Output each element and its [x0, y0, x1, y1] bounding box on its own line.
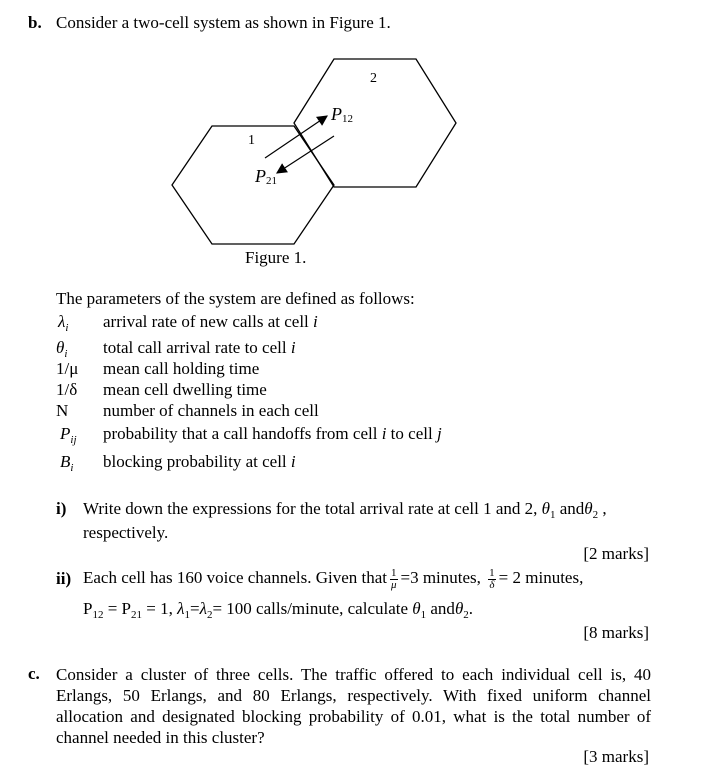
- p21-sub: 21: [266, 175, 277, 187]
- question-c-text: Consider a cluster of three cells. The traffic offered to each individual cell is, 40 Erlangs, 50 Erlangs, and 80 Erlangs, respectively. With fixed uniform channel allocation and designated blocking probability of 0.01, what is the total number of channel needed in this cluster?: [56, 665, 651, 747]
- question-c-marks: [3 marks]: [583, 747, 649, 766]
- part-ii-line1: Each cell has 160 voice channels. Given that $\frac{1}{\mu}$ =3 minutes, $\frac{1}{\delta}$ = 2 minutes,: [83, 566, 584, 591]
- p21-main: P: [255, 166, 266, 186]
- two-cell-figure: [0, 0, 703, 300]
- param-desc: probability that a call handoffs from cell i to cell j: [103, 424, 442, 443]
- part-ii-marks: [8 marks]: [583, 623, 649, 642]
- part-i-text-cont: respectively.: [83, 523, 169, 542]
- param-symbol: $P_{ij}$: [60, 424, 77, 446]
- fraction-1-over-mu: $\frac{1}{\mu}$: [390, 566, 397, 591]
- param-desc: mean call holding time: [103, 359, 260, 378]
- handoff-arrow-1-to-2: [265, 116, 327, 158]
- p12-main: P: [331, 104, 342, 124]
- cell-1-label: 1: [248, 133, 255, 148]
- param-symbol: $\theta_i$: [56, 338, 68, 360]
- param-symbol: 1/μ: [56, 359, 79, 378]
- part-i-text: Write down the expressions for the total arrival rate at cell 1 and 2, $\theta_1$ andθ$_2$ ,: [83, 499, 607, 521]
- part-ii-label: ii): [56, 569, 72, 588]
- figure-caption: Figure 1.: [245, 248, 307, 267]
- param-desc: total call arrival rate to cell i: [103, 338, 296, 357]
- part-i-marks: [2 marks]: [583, 544, 649, 563]
- param-desc: number of channels in each cell: [103, 401, 319, 420]
- p21-label: [254, 166, 277, 187]
- question-c-label: c.: [28, 664, 40, 683]
- cell-2-label: 2: [370, 71, 377, 86]
- p12-label: [330, 104, 353, 125]
- question-b-label: b.: [28, 13, 42, 32]
- param-desc: mean cell dwelling time: [103, 380, 267, 399]
- fraction-1-over-delta: $\frac{1}{\delta}$: [489, 566, 495, 591]
- params-intro: The parameters of the system are defined as follows:: [56, 289, 415, 308]
- param-desc: arrival rate of new calls at cell i: [103, 312, 318, 331]
- param-desc: blocking probability at cell i: [103, 452, 296, 471]
- param-symbol: N: [56, 401, 69, 420]
- question-b-intro: Consider a two-cell system as shown in Figure 1.: [56, 13, 391, 32]
- param-symbol: $\lambda_i$: [58, 312, 69, 334]
- part-ii-line2: $P_{12} = P_{21} = 1$, $\lambda_1=\lambda_2= 100$ calls/minute, calculate $\theta_1$ andθ$_2$.: [83, 599, 474, 621]
- part-i-label: i): [56, 499, 67, 518]
- p12-sub: 12: [342, 113, 353, 125]
- param-symbol: 1/δ: [56, 380, 78, 399]
- param-symbol: $B_i$: [60, 452, 74, 474]
